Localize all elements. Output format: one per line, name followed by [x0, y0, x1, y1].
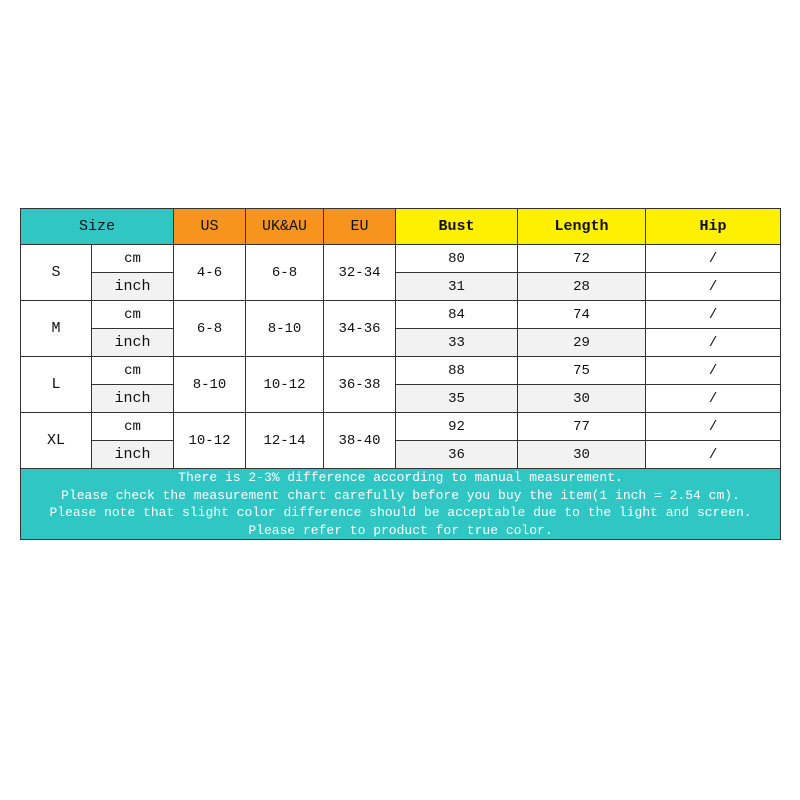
- unit-label: cm: [92, 245, 174, 273]
- header-eu: EU: [324, 209, 396, 245]
- unit-label: inch: [92, 273, 174, 301]
- header-us: US: [174, 209, 246, 245]
- notes-row: [21, 469, 781, 540]
- length-value: 77: [518, 413, 646, 441]
- length-value: 75: [518, 357, 646, 385]
- length-value: 29: [518, 329, 646, 357]
- unit-label: inch: [92, 441, 174, 469]
- us-size: 6-8: [174, 301, 246, 357]
- hip-value: /: [646, 245, 781, 273]
- ukau-size: 8-10: [246, 301, 324, 357]
- table-row: [21, 329, 781, 357]
- bust-value: 36: [396, 441, 518, 469]
- table-row: [21, 441, 781, 469]
- notes-panel: [21, 469, 781, 540]
- bust-value: 80: [396, 245, 518, 273]
- table-row: [21, 385, 781, 413]
- unit-label: inch: [92, 385, 174, 413]
- table-row: [21, 357, 781, 385]
- hip-value: /: [646, 329, 781, 357]
- hip-value: /: [646, 357, 781, 385]
- eu-size: 32-34: [324, 245, 396, 301]
- header-row: [21, 209, 781, 245]
- bust-value: 31: [396, 273, 518, 301]
- table-row: [21, 413, 781, 441]
- bust-value: 33: [396, 329, 518, 357]
- hip-value: /: [646, 385, 781, 413]
- length-value: 30: [518, 385, 646, 413]
- unit-label: inch: [92, 329, 174, 357]
- eu-size: 34-36: [324, 301, 396, 357]
- table-row: [21, 245, 781, 273]
- bust-value: 35: [396, 385, 518, 413]
- header-length: Length: [518, 209, 646, 245]
- hip-value: /: [646, 413, 781, 441]
- hip-value: /: [646, 301, 781, 329]
- us-size: 10-12: [174, 413, 246, 469]
- size-label: L: [21, 357, 92, 413]
- bust-value: 84: [396, 301, 518, 329]
- us-size: 4-6: [174, 245, 246, 301]
- ukau-size: 12-14: [246, 413, 324, 469]
- note-line: Please refer to product for true color.: [248, 522, 553, 538]
- note-line: Please check the measurement chart carefully before you buy the item(1 inch = 2.54 cm).: [61, 487, 740, 503]
- length-value: 74: [518, 301, 646, 329]
- header-hip: Hip: [646, 209, 781, 245]
- size-label: M: [21, 301, 92, 357]
- eu-size: 38-40: [324, 413, 396, 469]
- bust-value: 92: [396, 413, 518, 441]
- length-value: 72: [518, 245, 646, 273]
- header-bust: Bust: [396, 209, 518, 245]
- eu-size: 36-38: [324, 357, 396, 413]
- size-label: XL: [21, 413, 92, 469]
- header-ukau: UK&AU: [246, 209, 324, 245]
- note-line: There is 2-3% difference according to manual measurement.: [178, 470, 623, 485]
- size-chart-table: [20, 208, 781, 540]
- unit-label: cm: [92, 413, 174, 441]
- unit-label: cm: [92, 357, 174, 385]
- unit-label: cm: [92, 301, 174, 329]
- table-row: [21, 301, 781, 329]
- ukau-size: 6-8: [246, 245, 324, 301]
- hip-value: /: [646, 273, 781, 301]
- length-value: 30: [518, 441, 646, 469]
- hip-value: /: [646, 441, 781, 469]
- size-label: S: [21, 245, 92, 301]
- table-row: [21, 273, 781, 301]
- length-value: 28: [518, 273, 646, 301]
- header-size: Size: [21, 209, 174, 245]
- ukau-size: 10-12: [246, 357, 324, 413]
- bust-value: 88: [396, 357, 518, 385]
- note-line: Please note that slight color difference should be acceptable due to the light and screen.: [49, 505, 752, 520]
- us-size: 8-10: [174, 357, 246, 413]
